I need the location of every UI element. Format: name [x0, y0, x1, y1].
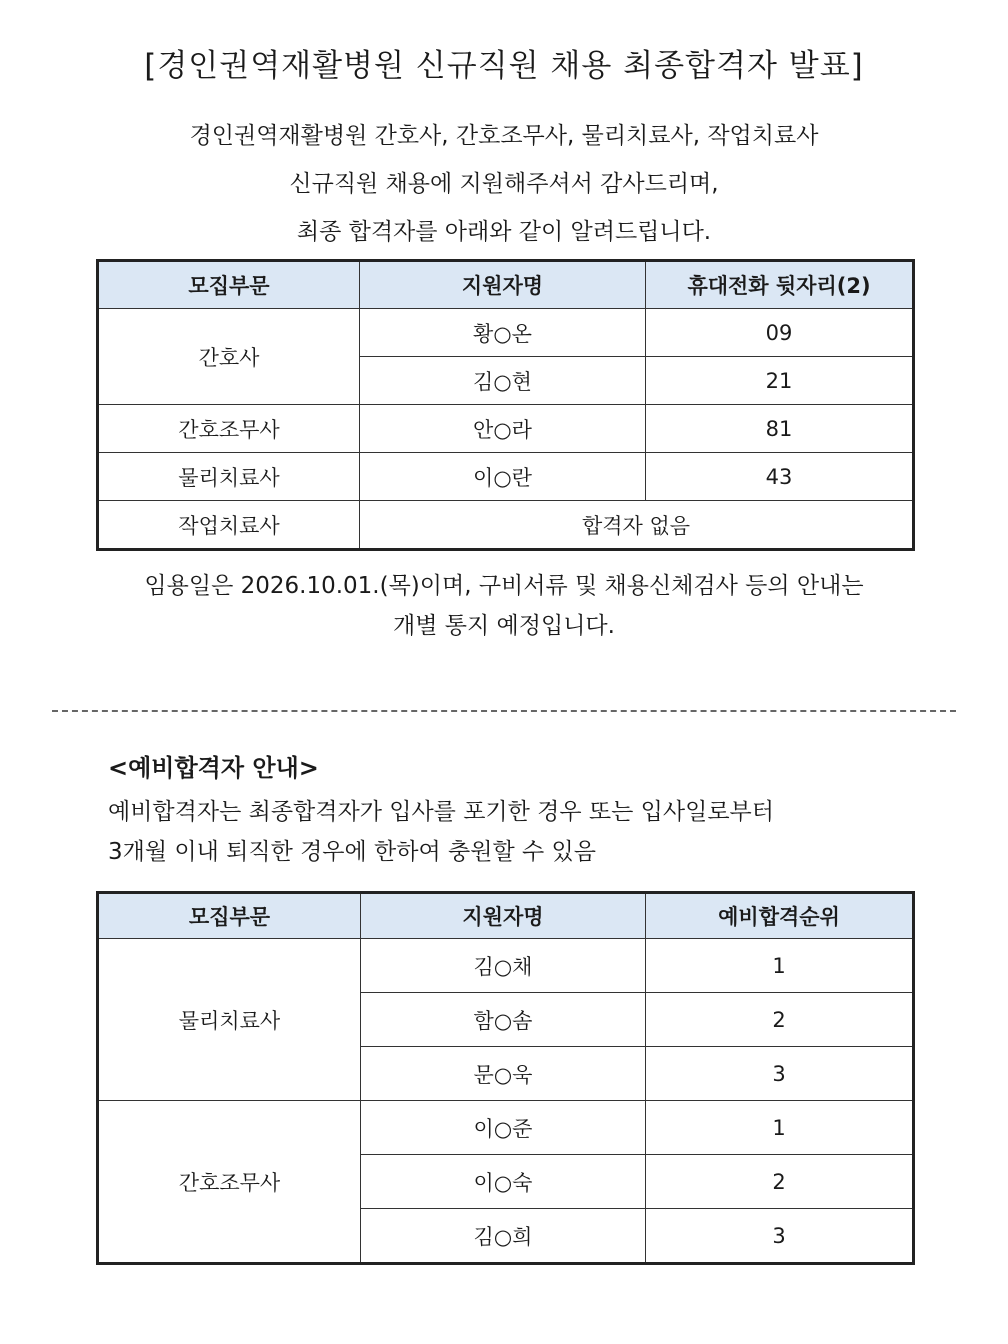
name-cell: 이○숙: [361, 1155, 646, 1209]
table-header-row: [98, 261, 914, 309]
appointment-note: [0, 566, 1008, 646]
dept-cell: 물리치료사: [98, 939, 361, 1101]
dept-cell: 물리치료사: [98, 453, 360, 501]
dept-cell: 간호조무사: [98, 405, 360, 453]
phone-cell: 81: [646, 405, 914, 453]
name-cell: 함○솜: [361, 993, 646, 1047]
section-divider: [52, 710, 956, 712]
table-row: [98, 1101, 914, 1155]
note-line: 임용일은 2026.10.01.(목)이며, 구비서류 및 채용신체검사 등의 안내는: [144, 573, 864, 599]
rank-cell: 2: [646, 993, 914, 1047]
table-row: [98, 309, 914, 357]
name-cell: 김○채: [361, 939, 646, 993]
rank-cell: 3: [646, 1209, 914, 1264]
table-row: [98, 939, 914, 993]
phone-cell: 43: [646, 453, 914, 501]
name-cell: 이○란: [360, 453, 646, 501]
phone-cell: 21: [646, 357, 914, 405]
reserve-section-title: <예비합격자 안내>: [108, 754, 319, 782]
table-row: [98, 405, 914, 453]
table-row: [98, 501, 914, 550]
reserve-table: [96, 891, 915, 1265]
note-line: 개별 통지 예정입니다.: [393, 613, 615, 639]
reserve-desc-line: 3개월 이내 퇴직한 경우에 한하여 충원할 수 있음: [108, 839, 596, 865]
dept-cell: 간호조무사: [98, 1101, 361, 1264]
dept-cell: 작업치료사: [98, 501, 360, 550]
header-name: 지원자명: [360, 261, 646, 309]
intro-text: [0, 112, 1008, 256]
rank-cell: 1: [646, 939, 914, 993]
no-result-cell: 합격자 없음: [360, 501, 914, 550]
rank-cell: 3: [646, 1047, 914, 1101]
name-cell: 문○욱: [361, 1047, 646, 1101]
header-phone: 휴대전화 뒷자리(2): [646, 261, 914, 309]
intro-line: 신규직원 채용에 지원해주셔서 감사드리며,: [289, 171, 719, 197]
name-cell: 황○온: [360, 309, 646, 357]
rank-cell: 1: [646, 1101, 914, 1155]
dept-cell: 간호사: [98, 309, 360, 405]
header-dept: 모집부문: [98, 261, 360, 309]
final-results-table: [96, 259, 915, 551]
intro-line: 최종 합격자를 아래와 같이 알려드립니다.: [296, 219, 712, 245]
phone-cell: 09: [646, 309, 914, 357]
table-row: [98, 453, 914, 501]
page-title: [경인권역재활병원 신규직원 채용 최종합격자 발표]: [144, 48, 864, 84]
header-dept: 모집부문: [98, 893, 361, 939]
rank-cell: 2: [646, 1155, 914, 1209]
header-name: 지원자명: [361, 893, 646, 939]
reserve-desc-line: 예비합격자는 최종합격자가 입사를 포기한 경우 또는 입사일로부터: [108, 799, 774, 825]
name-cell: 안○라: [360, 405, 646, 453]
header-rank: 예비합격순위: [646, 893, 914, 939]
reserve-description: [108, 792, 774, 872]
name-cell: 이○준: [361, 1101, 646, 1155]
table-header-row: [98, 893, 914, 939]
name-cell: 김○희: [361, 1209, 646, 1264]
intro-line: 경인권역재활병원 간호사, 간호조무사, 물리치료사, 작업치료사: [189, 123, 819, 149]
name-cell: 김○현: [360, 357, 646, 405]
